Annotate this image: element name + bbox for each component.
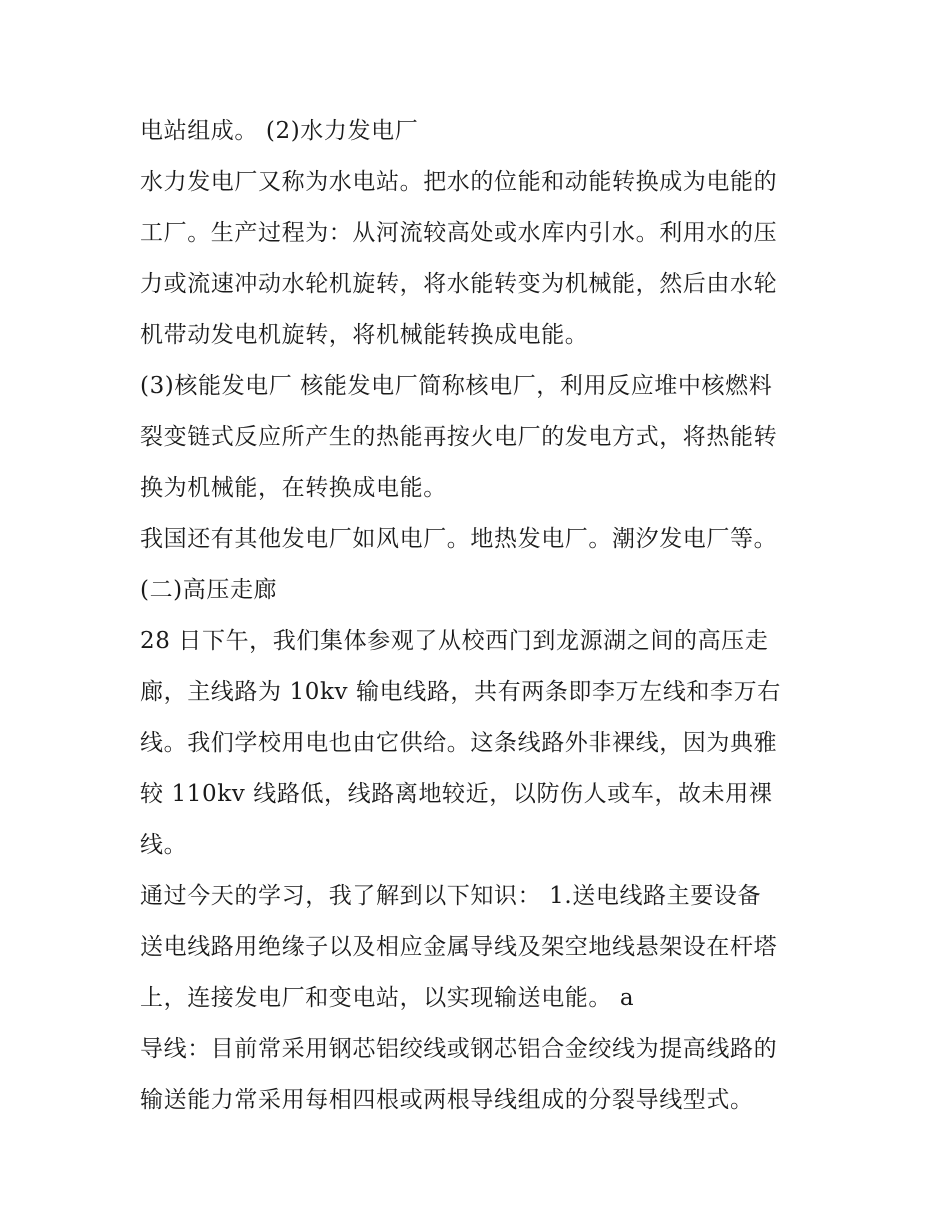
section-heading: (二)高压走廊: [140, 577, 278, 603]
text-line: 廊，主线路为 10kv 输电线路，共有两条即李万左线和李万右: [140, 679, 781, 705]
text-line: 工厂。生产过程为：从河流较高处或水库内引水。利用水的压: [140, 220, 778, 246]
text-line: (3)核能发电厂 核能发电厂简称核电厂，利用反应堆中核燃料: [140, 373, 773, 399]
text-line: 导线：目前常采用钢芯铝绞线或钢芯铝合金绞线为提高线路的: [140, 1036, 778, 1062]
text-line: 换为机械能，在转换成电能。: [140, 475, 447, 501]
text-line: 力或流速冲动水轮机旋转，将水能转变为机械能，然后由水轮: [140, 271, 778, 297]
text-line: 上，连接发电厂和变电站，以实现输送电能。 a: [140, 985, 635, 1011]
text-line: 28 日下午，我们集体参观了从校西门到龙源湖之间的高压走: [140, 628, 769, 654]
document-body: [140, 106, 820, 1126]
text-line: 电站组成。 (2)水力发电厂: [140, 118, 419, 144]
text-line: 通过今天的学习，我了解到以下知识： 1.送电线路主要设备: [140, 883, 762, 909]
text-line: 线。我们学校用电也由它供给。这条线路外非裸线，因为典雅: [140, 730, 778, 756]
text-line: 我国还有其他发电厂如风电厂。地热发电厂。潮汐发电厂等。: [140, 526, 778, 552]
text-line: 水力发电厂又称为水电站。把水的位能和动能转换成为电能的: [140, 169, 778, 195]
text-line: 输送能力常采用每相四根或两根导线组成的分裂导线型式。: [140, 1087, 754, 1113]
text-line: 裂变链式反应所产生的热能再按火电厂的发电方式，将热能转: [140, 424, 778, 450]
text-line: 机带动发电机旋转，将机械能转换成电能。: [140, 322, 589, 348]
text-line: 送电线路用绝缘子以及相应金属导线及架空地线悬架设在杆塔: [140, 934, 778, 960]
text-line: 线。: [140, 832, 188, 858]
text-line: 较 110kv 线路低，线路离地较近，以防伤人或车，故未用裸: [140, 781, 773, 807]
